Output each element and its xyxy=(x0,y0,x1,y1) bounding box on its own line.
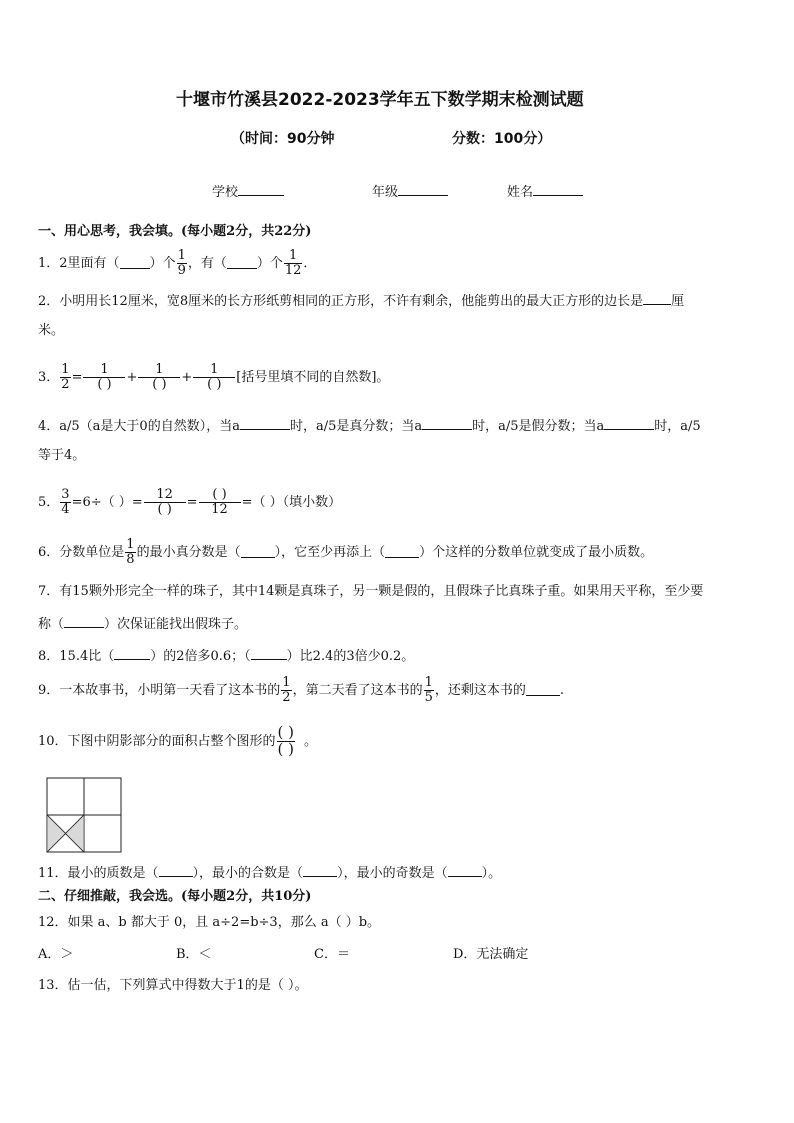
exam-score: 分数：100分） xyxy=(452,131,552,147)
q12-option-b[interactable]: B．＜ xyxy=(176,947,212,962)
q5-fraction-blank-over-12[interactable]: $\frac{( )}{12}$ xyxy=(199,488,241,516)
question-3: 3． $\frac{1}{2}$ = $\frac{1}{( )}$ + $\frac{1}{( )}$ + $\frac{1}{( )}$ [括号里填不同的自然数]。 xyxy=(38,361,390,392)
q6-blank-1[interactable] xyxy=(241,546,275,558)
question-9: 9．一本故事书，小明第一天看了这本书的 $\frac{1}{2}$ ，第二天看了这本书的 $\frac{1}{5}$ ，还剩这本书的 . xyxy=(38,674,565,705)
q4-blank-1[interactable] xyxy=(240,418,290,430)
question-7: 7．有15颗外形完全一样的珠子，其中14颗是真珠子，另一颗是假的，且假珠子比真珠子重。如果用天平称，至少要 xyxy=(38,584,704,599)
school-field[interactable] xyxy=(212,184,284,199)
q11-blank-2[interactable] xyxy=(303,865,337,877)
name-field[interactable] xyxy=(507,184,583,199)
question-12: 12．如果 a、b 都大于 0，且 a÷2=b÷3，那么 a（ ）b。 xyxy=(38,915,381,930)
q5-fraction-3-4: $\frac{3}{4}$ xyxy=(61,486,70,517)
question-11: 11．最小的质数是（ ），最小的合数是（ ），最小的奇数是（ ）。 xyxy=(38,866,502,881)
q10-grid-figure xyxy=(46,777,126,857)
page-title: 十堰市竹溪县2022-2023学年五下数学期末检测试题 xyxy=(176,90,584,110)
q1-fraction-2: $\frac{1}{12}$ xyxy=(284,247,302,278)
exam-time: （时间：90分钟 xyxy=(231,131,335,147)
q12-option-d[interactable]: D．无法确定 xyxy=(453,947,529,962)
q2-blank[interactable] xyxy=(643,293,671,305)
q4-blank-3[interactable] xyxy=(604,418,654,430)
question-4: 4．a/5（a是大于0的自然数），当a 时，a/5是真分数；当a 时，a/5是假分数；当a 时，a/5 xyxy=(38,419,701,434)
q1-text-d: ）个 xyxy=(256,255,283,271)
q1-text-a: 1．2里面有（ xyxy=(38,255,120,271)
q3-fraction-2[interactable]: $\frac{1}{( )}$ xyxy=(138,363,180,391)
q6-fraction-1-8: $\frac{1}{8}$ xyxy=(126,536,135,567)
school-blank[interactable] xyxy=(238,184,284,196)
question-4-cont: 等于4。 xyxy=(38,448,86,463)
q7-blank[interactable] xyxy=(64,616,104,628)
q4-blank-2[interactable] xyxy=(422,418,472,430)
question-5: 5． $\frac{3}{4}$ =6÷（ ）= $\frac{12}{( )}$ = $\frac{( )}{12}$ =（ ）（填小数） xyxy=(38,486,342,517)
q5-fraction-12-over-blank[interactable]: $\frac{12}{( )}$ xyxy=(144,488,186,516)
q10-fraction-answer[interactable]: $\frac{( )}{( )}$ xyxy=(277,722,295,758)
q1-blank-2[interactable] xyxy=(227,257,257,269)
question-2: 2．小明用长12厘米，宽8厘米的长方形纸剪相同的正方形，不许有剩余，他能剪出的最大正方形的边长是 厘 xyxy=(38,294,685,309)
q11-blank-3[interactable] xyxy=(448,865,482,877)
section1-heading: 一、用心思考，我会填。(每小题2分，共22分) xyxy=(38,224,312,239)
q9-fraction-1-2: $\frac{1}{2}$ xyxy=(282,674,291,705)
question-10: 10．下图中阴影部分的面积占整个图形的 $\frac{( )}{( )}$ 。 xyxy=(38,722,318,758)
q8-blank-2[interactable] xyxy=(251,648,287,660)
question-1 xyxy=(38,246,316,280)
question-7-cont: 称（ ）次保证能找出假珠子。 xyxy=(38,617,248,632)
question-6: 6．分数单位是 $\frac{1}{8}$ 的最小真分数是（ ），它至少再添上（ ）个这样的分数单位就变成了最小质数。 xyxy=(38,536,654,567)
school-label: 学校 xyxy=(212,185,239,200)
q1-blank-1[interactable] xyxy=(120,257,150,269)
question-13: 13．估一估，下列算式中得数大于1的是（ ）。 xyxy=(38,978,308,993)
grade-blank[interactable] xyxy=(398,184,448,196)
q12-option-a[interactable]: A．＞ xyxy=(38,947,74,962)
q1-text-c: ，有（ xyxy=(187,255,227,271)
q1-text-e: ． xyxy=(303,255,317,271)
grade-label: 年级 xyxy=(372,185,399,200)
name-label: 姓名 xyxy=(507,185,534,200)
question-2-cont: 米。 xyxy=(38,323,65,338)
q1-text-b: ）个 xyxy=(149,255,176,271)
q11-blank-1[interactable] xyxy=(159,865,193,877)
q1-fraction-1: $\frac{1}{9}$ xyxy=(177,247,186,278)
section2-heading: 二、仔细推敲，我会选。(每小题2分，共10分) xyxy=(38,889,312,904)
q6-blank-2[interactable] xyxy=(385,546,419,558)
q3-fraction-3[interactable]: $\frac{1}{( )}$ xyxy=(193,363,235,391)
q3-fraction-1[interactable]: $\frac{1}{( )}$ xyxy=(83,363,125,391)
grade-field[interactable] xyxy=(372,184,448,199)
q9-blank[interactable] xyxy=(526,684,560,696)
q8-blank-1[interactable] xyxy=(114,648,150,660)
q9-fraction-1-5: $\frac{1}{5}$ xyxy=(424,674,433,705)
question-8: 8．15.4比（ ）的2倍多0.6；（ ）比2.4的3倍少0.2。 xyxy=(38,649,415,664)
q3-fraction-half: $\frac{1}{2}$ xyxy=(61,361,70,392)
name-blank[interactable] xyxy=(533,184,583,196)
q12-option-c[interactable]: C．＝ xyxy=(314,947,350,962)
